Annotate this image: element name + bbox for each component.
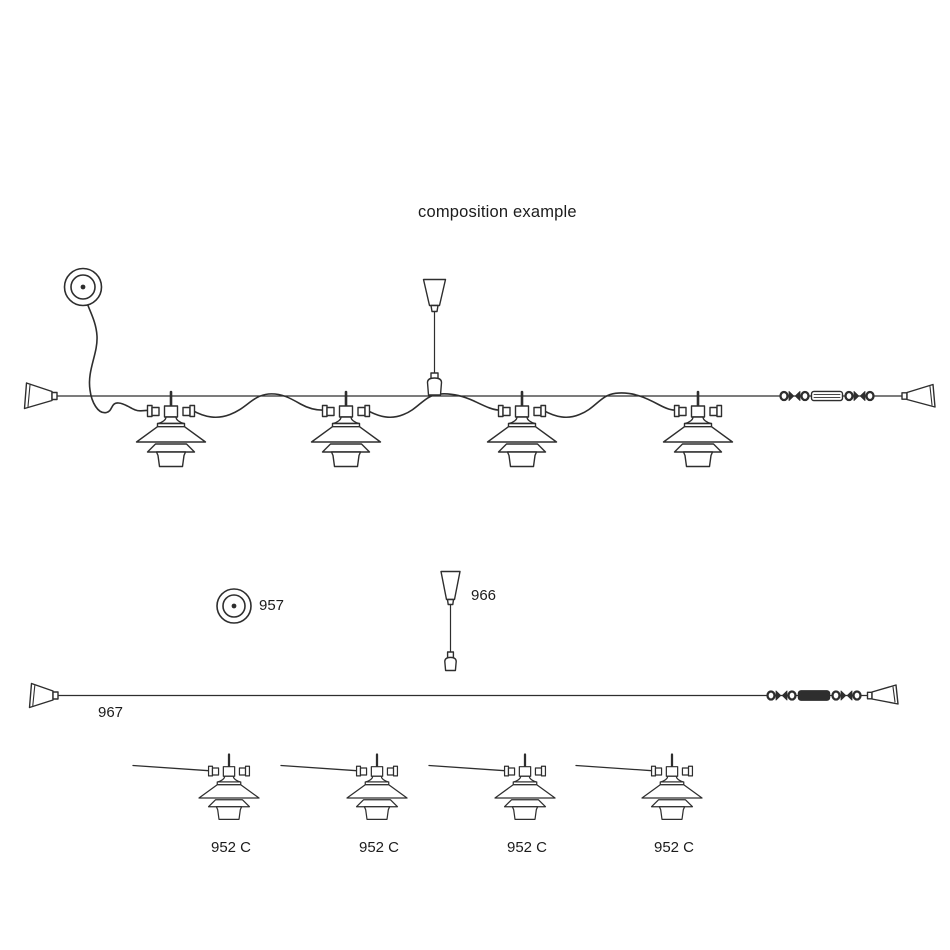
parts-list <box>30 572 899 820</box>
diagram-title: composition example <box>418 203 577 221</box>
part-suspension-966 <box>441 572 460 671</box>
composition-example <box>25 269 936 467</box>
part-ceiling-rose-957 <box>217 589 251 623</box>
part-pendant-3 <box>495 755 555 820</box>
pendant-lamp-3 <box>488 392 557 467</box>
part-pendants-952c <box>133 755 702 820</box>
part-label-952c-2: 952 C <box>358 839 400 856</box>
pendant-lamp-4 <box>664 392 733 467</box>
part-pendant-2 <box>347 755 407 820</box>
suspension-966 <box>424 280 446 396</box>
wall-anchor-right <box>902 385 935 408</box>
pendant-lamp-2 <box>312 392 381 467</box>
part-pendant-1 <box>199 755 259 820</box>
part-wire-967 <box>30 684 899 708</box>
part-label-967: 967 <box>98 704 124 721</box>
part-label-966: 966 <box>471 587 497 604</box>
part-pendant-4 <box>642 755 702 820</box>
part-label-957: 957 <box>259 597 285 614</box>
part-label-952c-1: 952 C <box>210 839 252 856</box>
ceiling-rose <box>65 269 102 306</box>
pendant-lamp-1 <box>137 392 206 467</box>
part-label-952c-4: 952 C <box>653 839 695 856</box>
wall-anchor-left <box>25 383 58 409</box>
part-label-952c-3: 952 C <box>506 839 548 856</box>
